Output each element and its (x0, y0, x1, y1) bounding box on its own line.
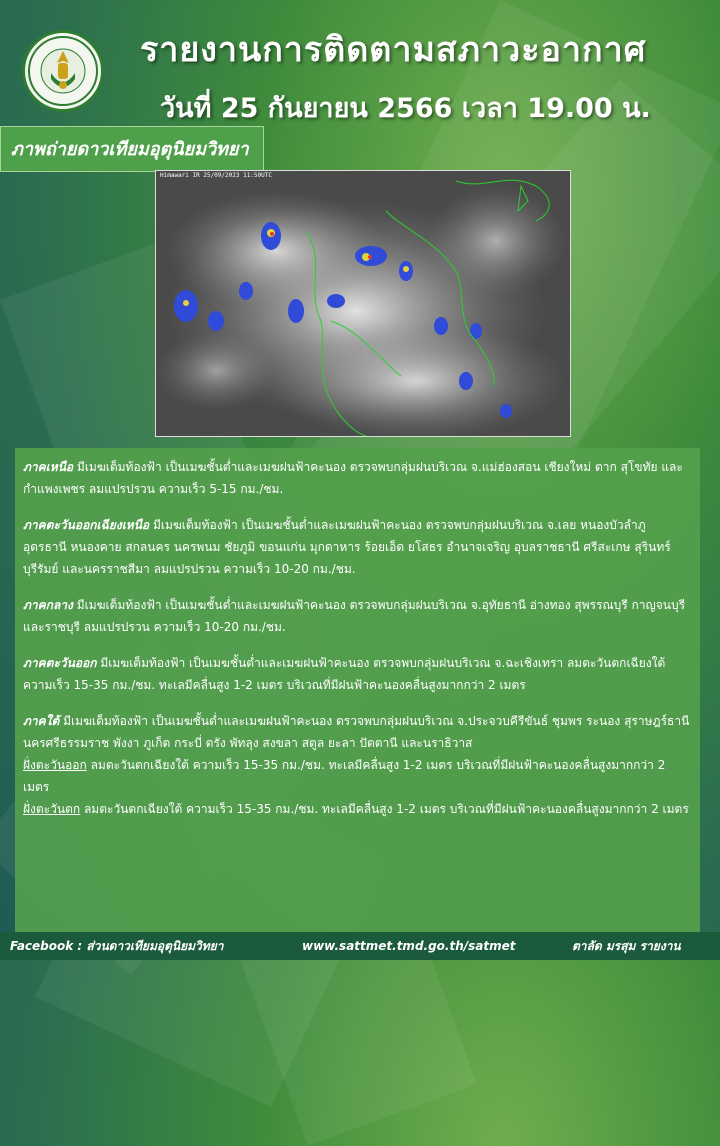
region-text: มีเมฆเต็มท้องฟ้า เป็นเมฆชั้นต่ำและเมฆฝนฟ้าคะนอง ตรวจพบกลุ่มฝนบริเวณ จ.อุทัยธานี อ่างทอง สุพรรณบุรี กาญจนบุรี และราชบุรี ลมแปรปรวน ความเร็ว 10-20 กม./ชม. (23, 598, 686, 634)
section-label: ภาพถ่ายดาวเทียมอุตุนิยมวิทยา (0, 126, 264, 172)
region-northeast (23, 514, 692, 580)
report-date: วันที่ 25 กันยายน 2566 เวลา 19.00 น. (160, 93, 651, 124)
region-name: ภาคตะวันออกเฉียงเหนือ (23, 518, 150, 532)
region-text: มีเมฆเต็มท้องฟ้า เป็นเมฆชั้นต่ำและเมฆฝนฟ้าคะนอง ตรวจพบกลุ่มฝนบริเวณ จ.แม่ฮ่องสอน เชียงใหม่ ตาก สุโขทัย และกำแพงเพชร ลมแปรปรวน ความเร็ว 5-15 กม./ชม. (23, 460, 683, 496)
tmd-logo (22, 30, 104, 112)
region-text: มีเมฆเต็มท้องฟ้า เป็นเมฆชั้นต่ำและเมฆฝนฟ้าคะนอง ตรวจพบกลุ่มฝนบริเวณ จ.ประจวบคีรีขันธ์ ชุมพร ระนอง สุราษฎร์ธานี นครศรีธรรมราช พังงา ภูเก็ต กระบี่ ตรัง พัทลุง สงขลา สตูล ยะลา ปัตตานี และนราธิวาส (23, 714, 690, 750)
region-text: มีเมฆเต็มท้องฟ้า เป็นเมฆชั้นต่ำและเมฆฝนฟ้าคะนอง ตรวจพบกลุ่มฝนบริเวณ จ.เลย หนองบัวลำภู อุดรธานี หนองคาย สกลนคร นครพนม ชัยภูมิ ขอนแก่น มุกดาหาร ร้อยเอ็ด ยโสธร อำนาจเจริญ อุบลราชธานี ศรีสะเกษ สุรินทร์ บุรีรัมย์ และนครราชสีมา ลมแปรปรวน ความเร็ว 10-20 กม./ชม. (23, 518, 671, 576)
satellite-ir-picture (156, 171, 570, 436)
facebook-link[interactable]: Facebook : ส่วนดาวเทียมอุตุนิยมวิทยา (10, 939, 224, 953)
header (0, 0, 720, 125)
satellite-caption: Himawari IR 25/09/2023 11:50UTC (160, 172, 272, 179)
south-west-coast-label: ฝั่งตะวันตก (23, 802, 81, 816)
region-name: ภาคใต้ (23, 714, 60, 728)
region-name: ภาคกลาง (23, 598, 73, 612)
reporter-credit: ตาลัด มรสุม รายงาน (572, 939, 681, 953)
region-name: ภาคตะวันออก (23, 656, 97, 670)
region-central (23, 594, 692, 638)
region-north (23, 456, 692, 500)
south-east-coast-label: ฝั่งตะวันออก (23, 758, 87, 772)
footer (0, 932, 720, 960)
region-text: มีเมฆเต็มท้องฟ้า เป็นเมฆชั้นต่ำและเมฆฝนฟ้าคะนอง ตรวจพบกลุ่มฝนบริเวณ จ.ฉะเชิงเทรา ลมตะวันตกเฉียงใต้ ความเร็ว 15-35 กม./ชม. ทะเลมีคลื่นสูง 1-2 เมตร บริเวณที่มีฝนฟ้าคะนองคลื่นสูงมากกว่า 2 เมตร (23, 656, 666, 692)
region-east (23, 652, 692, 696)
page-title: รายงานการติดตามสภาวะอากาศ (140, 30, 647, 70)
satellite-image (155, 170, 571, 437)
south-east-coast-text: ลมตะวันตกเฉียงใต้ ความเร็ว 15-35 กม./ชม. ทะเลมีคลื่นสูง 1-2 เมตร บริเวณที่มีฝนฟ้าคะนองคลื่นสูงมากกว่า 2 เมตร (23, 758, 666, 794)
weather-report (15, 448, 700, 932)
region-name: ภาคเหนือ (23, 460, 74, 474)
website-link[interactable]: www.sattmet.tmd.go.th/satmet (302, 939, 516, 953)
tmd-emblem-icon (25, 33, 101, 109)
south-west-coast-text: ลมตะวันตกเฉียงใต้ ความเร็ว 15-35 กม./ชม. ทะเลมีคลื่นสูง 1-2 เมตร บริเวณที่มีฝนฟ้าคะนองคลื่นสูงมากกว่า 2 เมตร (80, 802, 689, 816)
region-south (23, 710, 692, 820)
